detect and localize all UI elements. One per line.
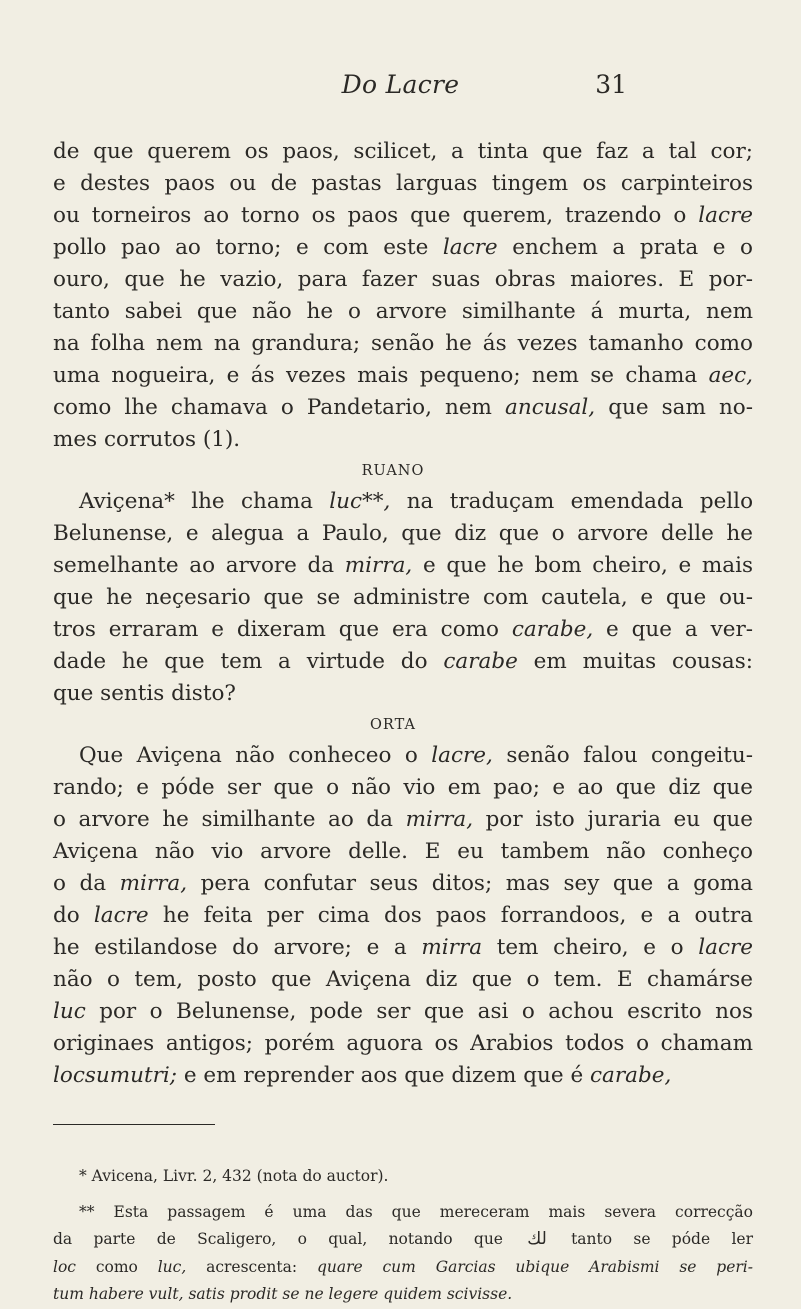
text-line: uma nogueira, e ás vezes mais pequeno; nem se chama aec, — [53, 363, 753, 388]
arabic-word: لك — [527, 1229, 547, 1249]
text-line: como lhe chamava o Pandetario, nem ancusal, que sam no- — [53, 395, 754, 420]
italic-term: locsumutri; — [53, 1063, 178, 1088]
italic-term: carabe — [443, 649, 518, 674]
text-line: e destes paos ou de pastas larguas tingem os carpinteiros — [53, 171, 753, 196]
footnotes — [53, 1163, 753, 1309]
text-line: Que Aviçena não conheceo o lacre, senão falou congeitu- — [79, 743, 753, 768]
page-header — [0, 70, 801, 110]
italic-term: loc — [53, 1257, 76, 1276]
text-line: Aviçena* lhe chama luc**, na traduçam emendada pello — [79, 489, 754, 514]
paragraph-2 — [53, 486, 753, 710]
text-line: da parte de Scaligero, o qual, notando que لك tanto se póde ler — [53, 1226, 753, 1254]
text-line: o arvore he similhante ao da mirra, por isto juraria eu que — [53, 807, 753, 832]
running-title: Do Lacre — [341, 70, 460, 99]
footnote-1 — [53, 1163, 753, 1191]
speaker-ruano: RUANO — [361, 463, 425, 479]
italic-term: aec, — [708, 363, 753, 388]
italic-term: lacre — [698, 203, 753, 228]
italic-term: lacre — [93, 903, 149, 928]
italic-term: tum habere vult, satis prodit se ne legere quidem scivisse. — [53, 1285, 513, 1303]
text-line: ** Esta passagem é uma das que mereceram mais severa correcção — [79, 1202, 753, 1221]
text-line: locsumutri; e em reprender aos que dizem que é carabe, — [53, 1063, 672, 1088]
text-line: o da mirra, pera confutar seus ditos; mas sey que a goma — [53, 871, 753, 896]
text-line: na folha nem na grandura; senão he ás vezes tamanho como — [53, 331, 753, 356]
text-line: luc por o Belunense, pode ser que asi o achou escrito nos — [53, 999, 753, 1024]
footnote-2 — [53, 1199, 753, 1309]
italic-term: luc — [53, 999, 86, 1024]
text-line: que he neçesario que se administre com cautela, e que ou- — [53, 585, 753, 610]
italic-term: mirra, — [405, 807, 474, 832]
text-line: pollo pao ao torno; e com este lacre enchem a prata e o — [53, 235, 753, 260]
paragraph-3 — [53, 740, 753, 1092]
italic-term: ancusal, — [505, 395, 596, 420]
speaker-orta: ORTA — [370, 717, 416, 733]
italic-term: carabe, — [590, 1063, 672, 1088]
italic-term: mirra — [421, 935, 483, 960]
text-line: originaes antigos; porém aguora os Arabios todos o chamam — [53, 1031, 753, 1056]
text-line: Aviçena não vio arvore delle. E eu tambem não conheço — [53, 839, 753, 864]
page-number: 31 — [595, 70, 627, 99]
text-line: mes corrutos (1). — [53, 427, 241, 452]
italic-term: quare cum Garcias ubique Arabismi se peri- — [316, 1257, 754, 1276]
text-line: de que querem os paos, scilicet, a tinta que faz a tal cor; — [53, 139, 753, 164]
text-line: ouro, que he vazio, para fazer suas obras maiores. E por- — [53, 267, 753, 292]
text-line: ou torneiros ao torno os paos que querem, trazendo o lacre — [53, 203, 753, 228]
text-line: loc como luc, acrescenta: quare cum Garcias ubique Arabismi se peri- — [53, 1257, 754, 1276]
italic-term: luc, — [157, 1257, 187, 1276]
text-line: tros erraram e dixeram que era como carabe, e que a ver- — [53, 617, 754, 642]
text-line: he estilandose do arvore; e a mirra tem cheiro, e o lacre — [53, 935, 753, 960]
italic-term: carabe, — [511, 617, 594, 642]
text-line: semelhante ao arvore da mirra, e que he bom cheiro, e mais — [53, 553, 753, 578]
italic-term: luc**, — [329, 489, 391, 514]
italic-term: mirra, — [119, 871, 188, 896]
italic-term: lacre — [442, 235, 498, 260]
text-line: rando; e póde ser que o não vio em pao; e ao que diz que — [53, 775, 753, 800]
body-text — [53, 136, 753, 1309]
text-line: dade he que tem a virtude do carabe em muitas cousas: — [53, 649, 753, 674]
text-line: do lacre he feita per cima dos paos forrandoos, e a outra — [53, 903, 754, 928]
text-line: Belunense, e alegua a Paulo, que diz que o arvore delle he — [53, 521, 753, 546]
text-line: * Avicena, Livr. 2, 432 (nota do auctor). — [79, 1167, 389, 1185]
italic-term: lacre — [698, 935, 753, 960]
text-line: tanto sabei que não he o arvore similhante á murta, nem — [53, 299, 753, 324]
text-line — [53, 1281, 753, 1309]
text-line: não o tem, posto que Aviçena diz que o tem. E chamárse — [53, 967, 753, 992]
footnote-rule — [53, 1124, 215, 1125]
italic-term: lacre, — [431, 743, 493, 768]
text-line: que sentis disto? — [53, 681, 236, 706]
paragraph-1 — [53, 136, 753, 456]
italic-term: mirra, — [344, 553, 413, 578]
